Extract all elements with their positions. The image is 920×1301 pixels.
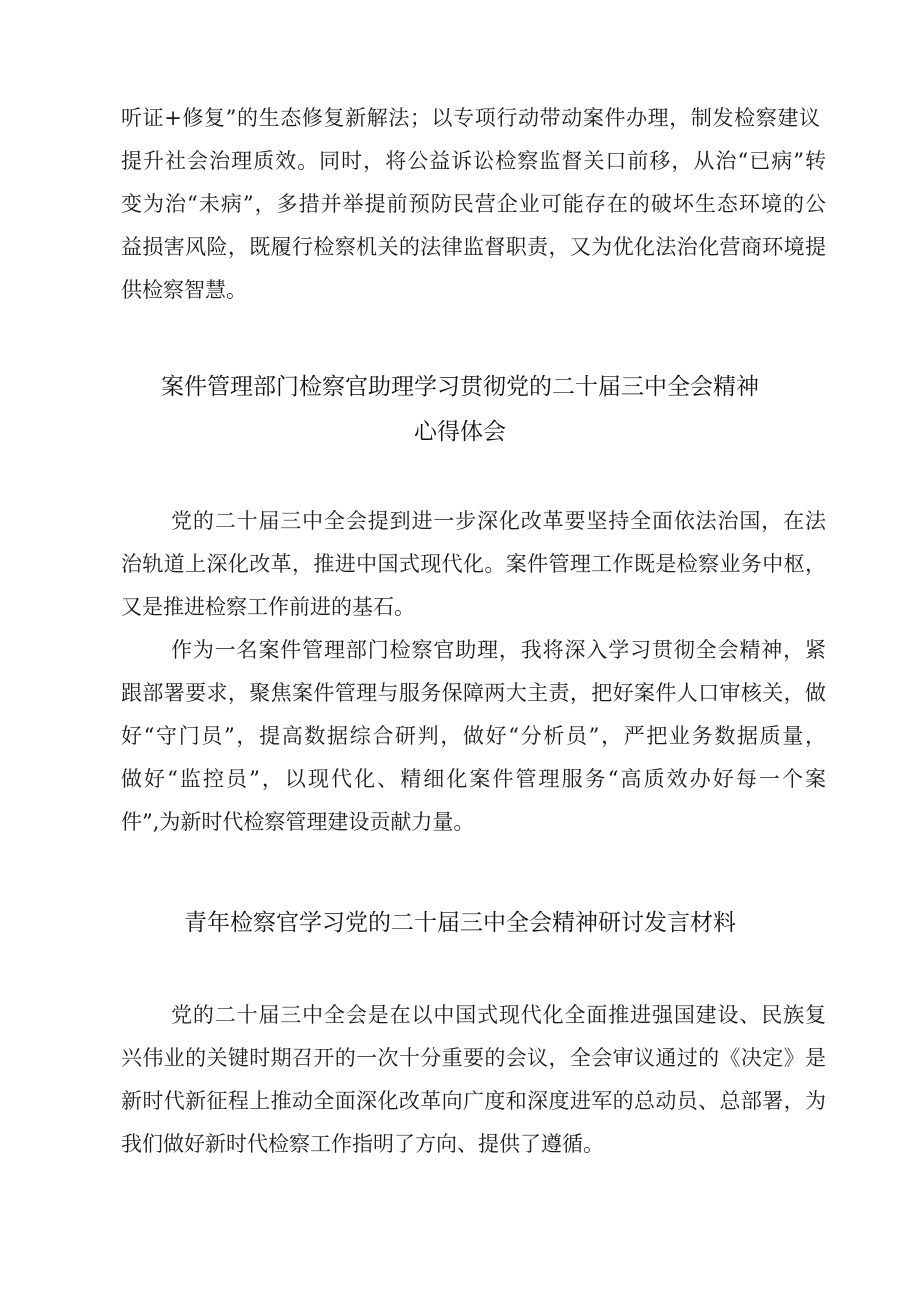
text-line: 党的二十届三中全会是在以中国式现代化全面推进强国建设、民族复 — [171, 1003, 826, 1027]
text-line: 兴伟业的关键时期召开的一次十分重要的会议，全会审议通过的《决定》是 — [121, 1046, 826, 1070]
text-line: 提升社会治理质效。同时，将公益诉讼检察监督关口前移，从治“已病”转 — [121, 149, 826, 173]
text-line: 我们做好新时代检察工作指明了方向、提供了遵循。 — [121, 1132, 604, 1156]
text-line: 作为一名案件管理部门检察官助理，我将深入学习贯彻全会精神，紧 — [171, 638, 826, 662]
article-title: 青年检察官学习党的二十届三中全会精神研讨发言材料 — [184, 910, 736, 936]
text-line: 党的二十届三中全会提到进一步深化改革要坚持全面依法治国，在法 — [171, 509, 826, 533]
text-line: 新时代新征程上推动全面深化改革向广度和深度进军的总动员、总部署，为 — [121, 1089, 826, 1113]
text-line: 供检察智慧。 — [121, 278, 247, 302]
text-line: 件”,为新时代检察管理建设贡献力量。 — [121, 810, 475, 834]
text-line: 又是推进检察工作前进的基石。 — [121, 595, 415, 619]
text-line: 跟部署要求，聚焦案件管理与服务保障两大主责，把好案件人口审核关，做 — [121, 681, 826, 705]
text-line: 做好“监控员”，以现代化、精细化案件管理服务“高质效办好每一个案 — [121, 767, 826, 791]
article-title-continued: 心得体会 — [414, 419, 506, 445]
text-line: 听证+修复”的生态修复新解法；以专项行动带动案件办理，制发检察建议 — [121, 106, 820, 130]
text-line: 益损害风险，既履行检察机关的法律监督职责，又为优化法治化营商环境提 — [121, 235, 826, 259]
article-title: 案件管理部门检察官助理学习贯彻党的二十届三中全会精神 — [161, 374, 759, 400]
text-line: 变为治“未病”，多措并举提前预防民营企业可能存在的破坏生态环境的公 — [121, 192, 826, 216]
text-line: 好“守门员”，提高数据综合研判，做好“分析员”，严把业务数据质量， — [121, 724, 826, 748]
text-line: 治轨道上深化改革，推进中国式现代化。案件管理工作既是检察业务中枢， — [121, 552, 826, 576]
